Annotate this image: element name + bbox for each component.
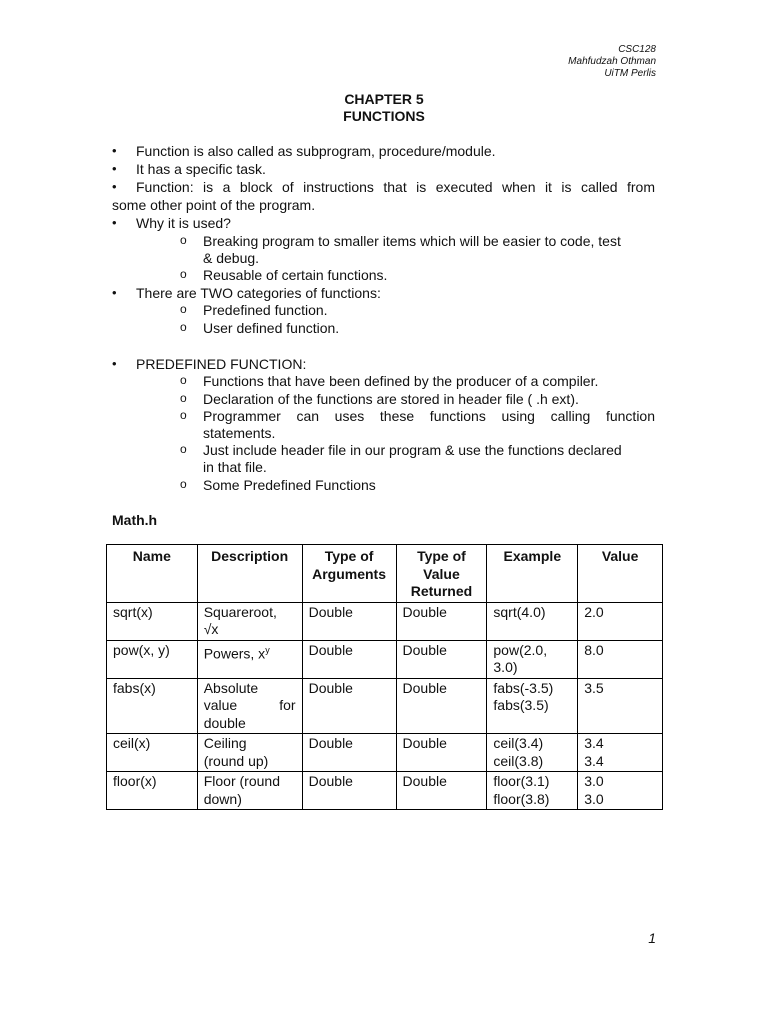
sub-bullet-text: Reusable of certain functions. [203, 267, 388, 283]
section-title: Math.h [112, 512, 158, 528]
cell-description: Powers, $x^y$ [197, 640, 302, 678]
header-name: Name [107, 545, 198, 603]
cell-value: 8.0 [578, 640, 663, 678]
bullet-text: PREDEFINED FUNCTION: [136, 356, 307, 372]
cell-arguments: Double [302, 640, 396, 678]
bullet-text: There are TWO categories of functions: [136, 285, 381, 301]
bullet-text: Function: is a block of instructions that is executed when it is called from [136, 179, 655, 195]
sub-bullet-text: User defined function. [203, 320, 340, 336]
cell-arguments: Double [302, 772, 396, 810]
cell-name: fabs(x) [107, 678, 198, 734]
author-name: Mahfudzah Othman [568, 56, 656, 67]
table-header-row [107, 545, 663, 603]
cell-example: pow(2.0, 3.0) [487, 640, 578, 678]
sub-bullet-marker: o [180, 391, 187, 405]
sub-bullet-marker: o [180, 267, 187, 281]
cell-returned: Double [396, 678, 487, 734]
bullet-marker: • [112, 161, 117, 176]
sub-bullet-marker: o [180, 373, 187, 387]
cell-arguments: Double [302, 678, 396, 734]
cell-name: pow(x, y) [107, 640, 198, 678]
table-row [107, 640, 663, 678]
cell-returned: Double [396, 602, 487, 640]
sub-bullet-text: Predefined function. [203, 302, 328, 318]
cell-name: sqrt(x) [107, 602, 198, 640]
cell-example: ceil(3.4) ceil(3.8) [487, 734, 578, 772]
sub-bullet-marker: o [180, 233, 187, 247]
cell-returned: Double [396, 734, 487, 772]
sub-bullet-text: & debug. [203, 250, 260, 266]
cell-description: Squareroot, √x [197, 602, 302, 640]
table-row [107, 602, 663, 640]
cell-name: floor(x) [107, 772, 198, 810]
table-row [107, 678, 663, 734]
page-number: 1 [648, 930, 656, 946]
sub-bullet-text: in that file. [203, 459, 267, 475]
sub-bullet-text: Declaration of the functions are stored in header file ( .h ext). [203, 391, 579, 407]
bullet-marker: • [112, 285, 117, 300]
cell-example: sqrt(4.0) [487, 602, 578, 640]
sub-bullet-text: Functions that have been defined by the producer of a compiler. [203, 373, 599, 389]
header-description: Description [197, 545, 302, 603]
course-code: CSC128 [618, 44, 656, 55]
sub-bullet-text: statements. [203, 425, 276, 441]
cell-description: Ceiling (round up) [197, 734, 302, 772]
cell-name: ceil(x) [107, 734, 198, 772]
cell-returned: Double [396, 640, 487, 678]
page-header [568, 44, 656, 80]
bullet-text: It has a specific task. [136, 161, 266, 177]
bullet-marker: • [112, 179, 117, 194]
header-value: Value [578, 545, 663, 603]
sub-bullet-marker: o [180, 442, 187, 456]
sub-bullet-marker: o [180, 302, 187, 316]
sub-bullet-text: Some Predefined Functions [203, 477, 376, 493]
cell-example: fabs(-3.5) fabs(3.5) [487, 678, 578, 734]
cell-arguments: Double [302, 734, 396, 772]
cell-value: 2.0 [578, 602, 663, 640]
table-row [107, 772, 663, 810]
header-returned: Type of Value Returned [396, 545, 487, 603]
cell-description: Floor (round down) [197, 772, 302, 810]
bullet-text: Why it is used? [136, 215, 231, 231]
bullet-marker: • [112, 143, 117, 158]
chapter-title: CHAPTER 5 [344, 91, 424, 107]
bullet-text: Function is also called as subprogram, procedure/module. [136, 143, 496, 159]
cell-arguments: Double [302, 602, 396, 640]
cell-description: Absolute value for double [197, 678, 302, 734]
cell-example: floor(3.1) floor(3.8) [487, 772, 578, 810]
sub-bullet-text: Just include header file in our program & use the functions declared [203, 442, 622, 458]
bullet-marker: • [112, 356, 117, 371]
cell-value: 3.5 [578, 678, 663, 734]
cell-returned: Double [396, 772, 487, 810]
header-example: Example [487, 545, 578, 603]
cell-value: 3.0 3.0 [578, 772, 663, 810]
sub-bullet-marker: o [180, 477, 187, 491]
bullet-text: some other point of the program. [112, 197, 316, 213]
sub-bullet-marker: o [180, 408, 187, 422]
cell-value: 3.4 3.4 [578, 734, 663, 772]
sub-bullet-text: Programmer can uses these functions using calling function [203, 408, 655, 424]
math-functions-table [106, 544, 663, 810]
topic-title: FUNCTIONS [343, 108, 425, 124]
sub-bullet-marker: o [180, 320, 187, 334]
bullet-marker: • [112, 215, 117, 230]
header-arguments: Type of Arguments [302, 545, 396, 603]
campus-name: UiTM Perlis [604, 68, 656, 79]
sub-bullet-text: Breaking program to smaller items which will be easier to code, test [203, 233, 621, 249]
table-row [107, 734, 663, 772]
